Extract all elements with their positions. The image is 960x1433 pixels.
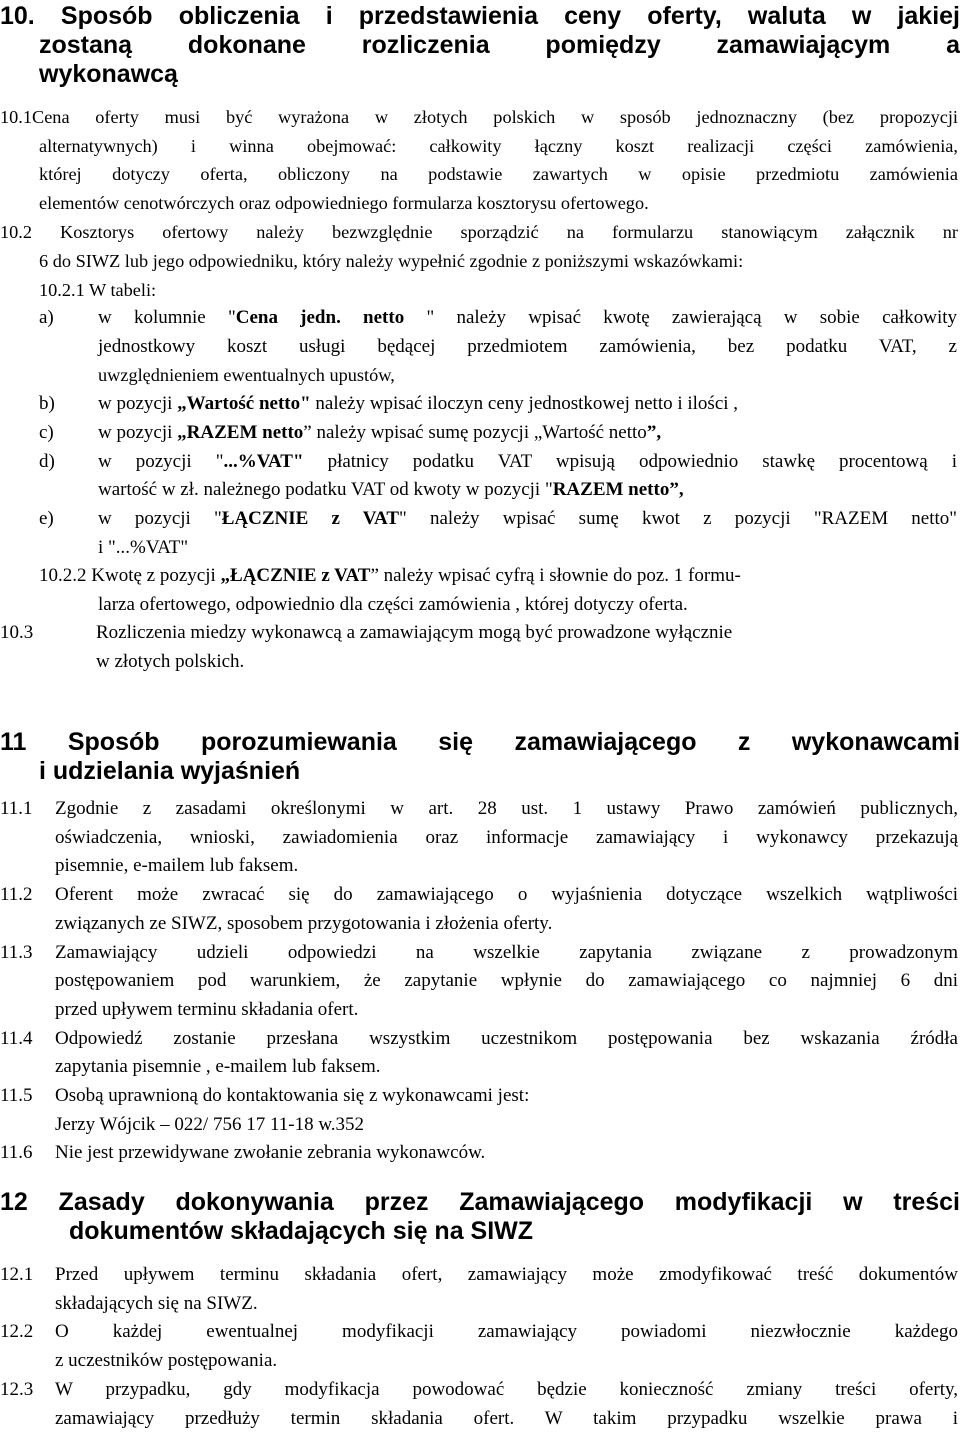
paragraph-line [39,562,957,591]
paragraph-text: ” należy wpisać cyfrą i słownie do poz. 1 formu- [370,565,741,586]
item-line: Przed upływem terminu składania ofert, zamawiający może zmodyfikować treść dokumentów [55,1264,958,1285]
item-line [98,304,957,333]
item-text: w pozycji " [98,507,222,529]
item-number: 11.3 [0,941,33,963]
item-line: postępowaniem pod warunkiem, że zapytanie wpłynie do zamawiającego co najmniej 6 dni [55,970,958,992]
item-line: Nie jest przewidywane zwołanie zebrania wykonawców. [55,1142,486,1164]
item-number: 11.5 [0,1085,33,1107]
paragraph-text: W tabeli: [88,280,157,300]
item-line: i "...%VAT" [98,536,189,558]
item-bold-text: „Wartość netto" [177,393,311,415]
section-11-heading [0,728,960,786]
item-line [98,476,957,505]
paragraph-line [0,218,958,247]
item-line [98,390,957,419]
item-line: O każdej ewentualnej modyfikacji zamawiający powiadomi niezwłocznie każdego [55,1321,958,1343]
item-letter: d) [39,450,55,472]
paragraph-10-3 [0,619,958,676]
section-12-heading [0,1188,960,1246]
list-item [39,448,957,505]
heading-line: wykonawcą [39,60,178,88]
section-11-list [0,795,958,1168]
item-line: Oferent może zwracać się do zamawiającego o wyjaśnienia dotyczące wszelkich wątpliwości [55,884,958,906]
item-text: wartość w zł. należnego podatku VAT od kwoty w pozycji " [98,479,553,501]
section-10-heading [0,2,960,89]
paragraph-line [0,103,958,132]
item-text: ” należy wpisać sumę pozycji „Wartość netto [303,421,647,443]
list-item [39,419,957,448]
item-bold-text: RAZEM netto”, [552,479,684,501]
paragraph-text: Rozliczenia miedzy wykonawcą a zamawiającym mogą być prowadzone wyłącznie [96,622,733,643]
item-line [98,505,957,534]
item-number: 12.2 [0,1321,34,1343]
item-line: Zamawiający udzieli odpowiedzi na wszelkie zapytania związane z prowadzonym [55,941,958,963]
item-bold-text: ”, [646,421,662,443]
item-number: 11.1 [0,798,33,819]
item-line: składających się na SIWZ. [55,1292,258,1314]
heading-line: 11 Sposób porozumiewania się zamawiającego z wykonawcami [0,728,960,756]
item-bold-text: „RAZEM netto [177,421,304,443]
paragraph-number: 10.3 [0,622,34,643]
item-number: 12.1 [0,1264,34,1285]
paragraph-10-2-1 [39,276,957,305]
item-text: " należy wpisać kwotę zawierającą w sobie całkowity [404,307,957,328]
paragraph-text: Kwotę z pozycji [91,565,221,586]
item-letter: e) [39,507,54,529]
list-item [39,390,957,419]
section-12-list [0,1261,958,1433]
list-item [0,939,958,1025]
heading-line: zostaną dokonane rozliczenia pomiędzy zamawiającym a [39,31,960,59]
item-text: płatnicy podatku VAT wpisują odpowiednio stawkę procentową i [303,450,957,472]
item-text: w kolumnie " [98,307,236,328]
paragraph-bold-text: „ŁĄCZNIE z VAT [220,565,371,586]
item-number: 11.4 [0,1027,33,1049]
heading-line: dokumentów składających się na SIWZ [69,1217,534,1245]
item-line: pisemnie, e-mailem lub faksem. [55,855,299,877]
paragraph-line: alternatywnych) i winna obejmować: całkowity łączny koszt realizacji części zamówienia, [39,135,958,156]
item-text: w pozycji [98,393,178,415]
paragraph-line: w złotych polskich. [96,650,245,672]
list-item [0,1025,958,1082]
list-item [0,1318,958,1375]
item-line: z uczestników postępowania. [55,1350,278,1372]
item-letter: a) [39,307,54,328]
item-bold-text: ŁĄCZNIE z VAT [221,507,400,529]
paragraph-number: 10.2.2 [39,565,87,586]
paragraph-number: 10.1 [0,107,32,127]
list-item [0,1261,958,1318]
item-line: przed upływem terminu składania ofert. [55,998,359,1020]
item-line: jednostkowy koszt usługi będącej przedmiotem zamówienia, bez podatku VAT, z [98,335,957,357]
list-item [0,1139,958,1168]
paragraph-line [0,619,958,648]
heading-line: 12 Zasady dokonywania przez Zamawiającego modyfikacji w treści [0,1188,960,1216]
list-item [0,795,958,881]
item-line: Osobą uprawnioną do kontaktowania się z wykonawcami jest: [55,1085,530,1107]
paragraph-text: Cena oferty musi być wyrażona w złotych polskich w sposób jednoznaczny (bez propozycji [32,107,958,127]
item-line: uwzględnieniem ewentualnych upustów, [98,365,395,386]
item-text: należy wpisać iloczyn ceny jednostkowej netto i ilości , [310,393,739,415]
item-letter: b) [39,393,55,415]
paragraph-line: 6 do SIWZ lub jego odpowiedniku, który należy wypełnić zgodnie z poniższymi wskazówkami: [39,250,744,271]
item-number: 12.3 [0,1378,34,1400]
paragraph-line: której dotyczy oferta, obliczony na podstawie zawartych w opisie przedmiotu zamówienia [39,164,958,185]
heading-line: 10. Sposób obliczenia i przedstawienia ceny oferty, waluta w jakiej [0,2,960,30]
paragraph-10-2 [0,218,958,275]
paragraph-number: 10.2.1 [39,280,85,300]
paragraph-text: Kosztorys ofertowy należy bezwzględnie sporządzić na formularzu stanowiącym załącznik nr [60,222,959,242]
item-bold-text: ...%VAT" [223,450,304,472]
item-letter: c) [39,421,54,443]
item-line [98,448,957,477]
item-text: w pozycji [98,421,178,443]
item-line: zapytania pisemnie , e-mailem lub faksem. [55,1056,381,1078]
item-line: związanych ze SIWZ, sposobem przygotowania i złożenia oferty. [55,912,553,934]
item-line: oświadczenia, wnioski, zawiadomienia oraz informacje zamawiający i wykonawcy przekazują [55,826,958,848]
item-bold-text: Cena jedn. netto [235,307,405,328]
item-line [98,419,957,448]
item-text: " należy wpisać sumę kwot z pozycji "RAZEM netto" [399,507,958,529]
paragraph-line: elementów cenotwórczych oraz odpowiedniego formularza kosztorysu ofertowego. [39,193,649,214]
paragraph-10-2-2 [39,562,957,619]
item-text: w pozycji " [98,450,224,472]
list-item [0,1376,958,1433]
item-line: Zgodnie z zasadami określonymi w art. 28 ust. 1 ustawy Prawo zamówień publicznych, [55,798,958,819]
item-list [39,304,957,562]
heading-line: i udzielania wyjaśnień [39,757,301,785]
item-number: 11.2 [0,884,33,906]
item-line: W przypadku, gdy modyfikacja powodować będzie konieczność zmiany treści oferty, [55,1378,958,1400]
list-item [39,505,957,562]
paragraph-line: larza ofertowego, odpowiednio dla części zamówienia , której dotyczy oferta. [98,593,688,615]
paragraph-10-1 [0,103,958,218]
paragraph-number: 10.2 [0,222,32,242]
item-line: zamawiający przedłuży termin składania ofert. W takim przypadku wszelkie prawa i [55,1407,958,1429]
item-number: 11.6 [0,1142,33,1164]
item-line: Jerzy Wójcik – 022/ 756 17 11-18 w.352 [55,1113,365,1135]
list-item [0,1082,958,1139]
item-line: Odpowiedź zostanie przesłana wszystkim uczestnikom postępowania bez wskazania źródła [55,1027,958,1049]
list-item [39,304,957,390]
list-item [0,881,958,938]
